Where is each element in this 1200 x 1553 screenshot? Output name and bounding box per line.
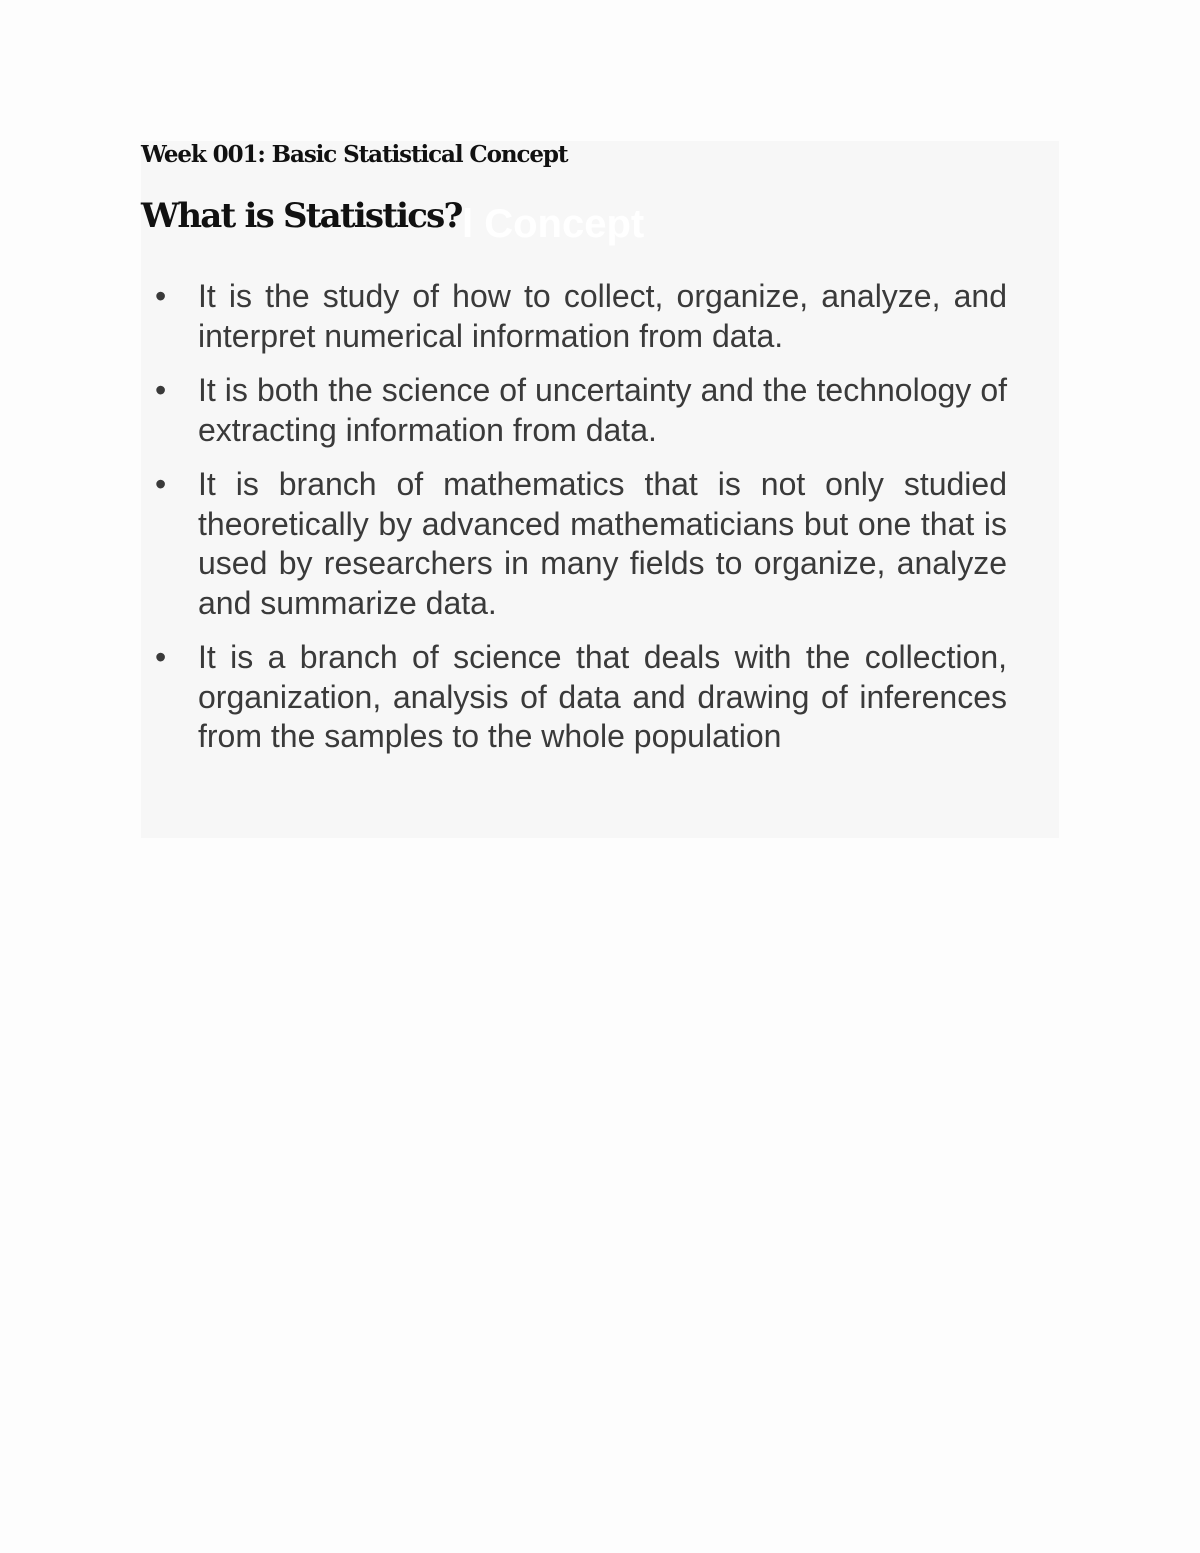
list-item xyxy=(155,638,1007,757)
list-item xyxy=(155,465,1007,623)
main-heading: What is Statistics? xyxy=(141,196,462,236)
list-item-text: It is a branch of science that deals with the collection, organization, analysis of data and drawing of inferences from the samples to the whole population xyxy=(198,639,1007,754)
bullet-icon: • xyxy=(155,372,167,408)
faded-slide-title: l Concept xyxy=(462,202,645,246)
bullet-icon: • xyxy=(155,278,167,314)
list-item-text: It is branch of mathematics that is not only studied theoretically by advanced mathematicians but one that is used by researchers in many fields to organize, analyze and summarize data. xyxy=(198,466,1007,621)
bullet-icon: • xyxy=(155,639,167,675)
list-item xyxy=(155,277,1007,356)
bullet-icon: • xyxy=(155,466,167,502)
list-item-text: It is both the science of uncertainty and the technology of extracting information from data. xyxy=(198,372,1007,448)
definition-list xyxy=(155,277,1007,772)
list-item xyxy=(155,371,1007,450)
list-item-text: It is the study of how to collect, organize, analyze, and interpret numerical information from data. xyxy=(198,278,1007,354)
week-heading: Week 001: Basic Statistical Concept xyxy=(141,141,568,168)
